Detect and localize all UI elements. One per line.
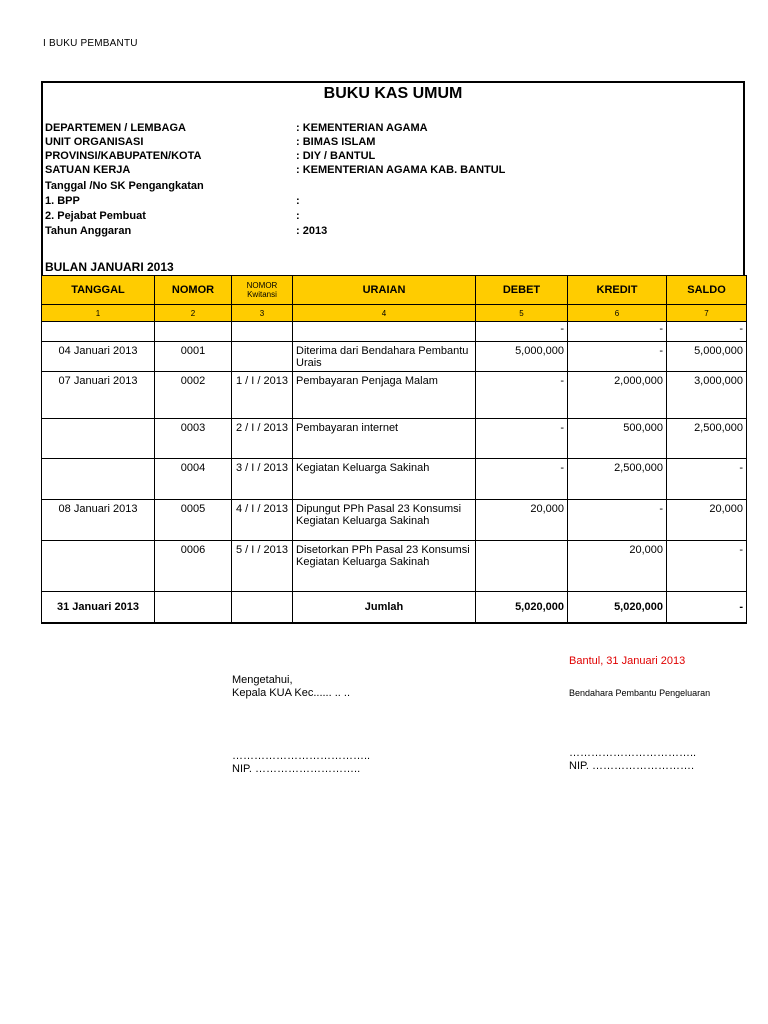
cell-nomor: 0004 <box>155 459 232 500</box>
column-header-uraian: URAIAN <box>293 276 476 305</box>
left-signature-heading <box>232 674 350 700</box>
column-number: 3 <box>232 305 293 322</box>
info-label: 2. Pejabat Pembuat <box>45 210 146 222</box>
info-label: 1. BPP <box>45 195 80 207</box>
cell-nomor: 0003 <box>155 419 232 459</box>
cell-saldo: 2,500,000 <box>667 419 747 459</box>
cell-saldo: 3,000,000 <box>667 372 747 419</box>
cell-kwitansi: 2 / I / 2013 <box>232 419 293 459</box>
total-kredit: 5,020,000 <box>568 592 667 623</box>
info-value: : BIMAS ISLAM <box>296 136 376 148</box>
cell-kwitansi: 1 / I / 2013 <box>232 372 293 419</box>
cell-tanggal: 04 Januari 2013 <box>42 342 155 372</box>
info-value: : KEMENTERIAN AGAMA KAB. BANTUL <box>296 164 506 176</box>
column-number: 1 <box>42 305 155 322</box>
total-label: Jumlah <box>293 592 476 623</box>
table-row <box>42 372 747 419</box>
month-heading: BULAN JANUARI 2013 <box>45 260 174 274</box>
cell-uraian: Pembayaran internet <box>293 419 476 459</box>
place-date: Bantul, 31 Januari 2013 <box>569 655 686 667</box>
column-number: 5 <box>476 305 568 322</box>
column-header-saldo: SALDO <box>667 276 747 305</box>
total-row <box>42 592 747 623</box>
cell-kwitansi: 4 / I / 2013 <box>232 500 293 541</box>
cell-kredit: - <box>568 322 667 342</box>
cell-tanggal <box>42 459 155 500</box>
total-date: 31 Januari 2013 <box>42 592 155 623</box>
cell-kredit: 2,000,000 <box>568 372 667 419</box>
document-title: BUKU KAS UMUM <box>323 85 463 102</box>
cell-uraian: Diterima dari Bendahara Pembantu Urais <box>293 342 476 372</box>
column-number-row <box>42 305 747 322</box>
cell-tanggal <box>42 322 155 342</box>
cell-kredit: 2,500,000 <box>568 459 667 500</box>
left-signature-name: ……………………………….. <box>232 750 371 762</box>
cell-tanggal <box>42 419 155 459</box>
cell-kwitansi: 3 / I / 2013 <box>232 459 293 500</box>
cell-kredit: - <box>568 342 667 372</box>
cell-saldo: - <box>667 541 747 592</box>
column-header-nomor-kwitansi-line1: NOMOR <box>246 281 278 290</box>
table-row <box>42 342 747 372</box>
cell-tanggal: 08 Januari 2013 <box>42 500 155 541</box>
table-row <box>42 500 747 541</box>
cell-uraian: Pembayaran Penjaga Malam <box>293 372 476 419</box>
column-number: 4 <box>293 305 476 322</box>
right-signature-block <box>569 747 696 773</box>
cell-nomor: 0002 <box>155 372 232 419</box>
opening-balance-row <box>42 322 747 342</box>
info-value: : 2013 <box>296 225 328 237</box>
total-saldo: - <box>667 592 747 623</box>
cell-uraian <box>293 322 476 342</box>
column-number: 7 <box>667 305 747 322</box>
cell-kwitansi: 5 / I / 2013 <box>232 541 293 592</box>
column-header-nomor-kwitansi-line2: Kwitansi <box>247 290 277 299</box>
cell-kwitansi <box>232 322 293 342</box>
cell-uraian: Dipungut PPh Pasal 23 Konsumsi Kegiatan Keluarga Sakinah <box>293 500 476 541</box>
cell-nomor: 0006 <box>155 541 232 592</box>
column-header-tanggal: TANGGAL <box>42 276 155 305</box>
column-number: 6 <box>568 305 667 322</box>
table-row <box>42 459 747 500</box>
right-signature-nip: NIP. ………………………. <box>569 760 695 772</box>
info-label: DEPARTEMEN / LEMBAGA <box>45 122 186 134</box>
cell-kredit: - <box>568 500 667 541</box>
left-signature-line2: Kepala KUA Kec...... .. .. <box>232 687 351 699</box>
info-value: : DIY / BANTUL <box>296 150 376 162</box>
cell-saldo: - <box>667 322 747 342</box>
column-header-kredit: KREDIT <box>568 276 667 305</box>
cell-nomor <box>155 592 232 623</box>
column-header-nomor-kwitansi <box>232 276 293 305</box>
cell-nomor: 0005 <box>155 500 232 541</box>
column-header-nomor: NOMOR <box>155 276 232 305</box>
cell-debet: - <box>476 419 568 459</box>
column-number: 2 <box>155 305 232 322</box>
cell-debet: 20,000 <box>476 500 568 541</box>
cell-nomor <box>155 322 232 342</box>
document-header-frame <box>41 81 745 275</box>
cell-kwitansi <box>232 592 293 623</box>
info-value: : KEMENTERIAN AGAMA <box>296 122 428 134</box>
cell-debet: 5,000,000 <box>476 342 568 372</box>
cell-uraian: Disetorkan PPh Pasal 23 Konsumsi Kegiatan Keluarga Sakinah <box>293 541 476 592</box>
right-signature-name: …………………………….. <box>569 747 697 759</box>
ledger-table <box>41 275 747 624</box>
left-signature-nip: NIP. ……………………….. <box>232 763 361 775</box>
info-label: Tanggal /No SK Pengangkatan <box>45 180 204 192</box>
table-header-row <box>42 276 747 305</box>
cell-uraian: Kegiatan Keluarga Sakinah <box>293 459 476 500</box>
cell-tanggal: 07 Januari 2013 <box>42 372 155 419</box>
table-row <box>42 419 747 459</box>
right-signature-title: Bendahara Pembantu Pengeluaran <box>569 688 711 698</box>
cell-kredit: 20,000 <box>568 541 667 592</box>
table-row <box>42 541 747 592</box>
total-debet: 5,020,000 <box>476 592 568 623</box>
cell-tanggal <box>42 541 155 592</box>
info-label: UNIT ORGANISASI <box>45 136 144 148</box>
cell-kwitansi <box>232 342 293 372</box>
cell-debet <box>476 541 568 592</box>
cell-saldo: 20,000 <box>667 500 747 541</box>
cell-debet: - <box>476 372 568 419</box>
info-label: PROVINSI/KABUPATEN/KOTA <box>45 150 202 162</box>
info-value: : <box>296 195 300 207</box>
cell-saldo: - <box>667 459 747 500</box>
cell-debet: - <box>476 322 568 342</box>
info-value: : <box>296 210 300 222</box>
column-header-debet: DEBET <box>476 276 568 305</box>
header-label: I BUKU PEMBANTU <box>43 38 138 49</box>
info-label: Tahun Anggaran <box>45 225 132 237</box>
cell-debet: - <box>476 459 568 500</box>
info-label: SATUAN KERJA <box>45 164 131 176</box>
cell-saldo: 5,000,000 <box>667 342 747 372</box>
cell-nomor: 0001 <box>155 342 232 372</box>
left-signature-block <box>232 750 370 776</box>
cell-kredit: 500,000 <box>568 419 667 459</box>
left-signature-line1: Mengetahui, <box>232 674 293 686</box>
